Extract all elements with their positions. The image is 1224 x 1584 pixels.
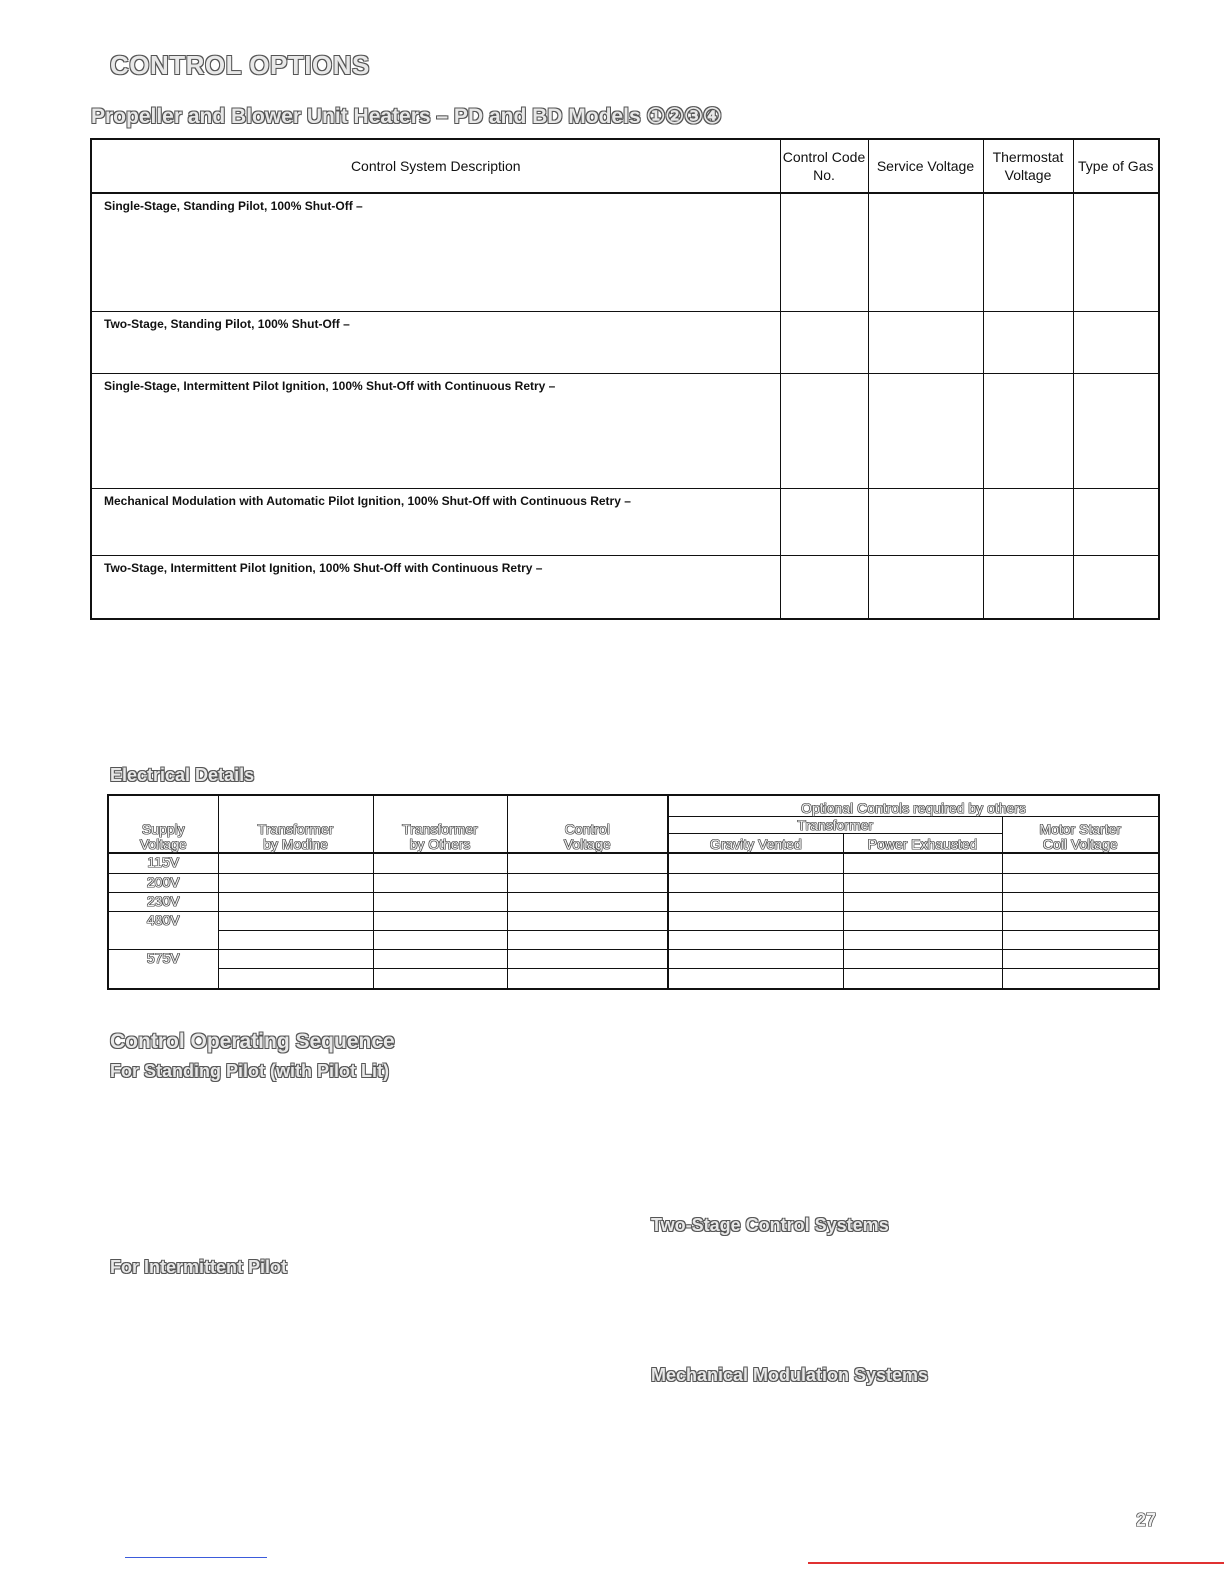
voltage-cell: 575V [108,949,218,989]
row-description: Mechanical Modulation with Automatic Pilot Ignition, 100% Shut-Off with Continuous Retry – [91,488,780,555]
table-row [91,555,1159,619]
gravity-vented-header: Gravity Vented [668,834,843,854]
two-stage-heading: Two-Stage Control Systems [651,1215,889,1235]
optional-controls-header: Optional Controls required by others [668,795,1159,817]
voltage-cell: 480V [108,911,218,949]
page-subtitle: Propeller and Blower Unit Heaters – PD and BD Models ①②③④ [91,105,722,128]
voltage-cell: 200V [108,873,218,892]
row-description: Single-Stage, Intermittent Pilot Ignition, 100% Shut-Off with Continuous Retry – [91,373,780,488]
table-row [91,373,1159,488]
transformer-modine-header: Transformer by Modine [218,795,373,853]
table-row [91,311,1159,373]
intermittent-pilot-heading: For Intermittent Pilot [110,1257,287,1277]
page-title: CONTROL OPTIONS [110,50,370,80]
control-options-table [90,138,1160,620]
voltage-cell: 230V [108,892,218,911]
table-row [108,873,1159,892]
col-header-gas: Type of Gas [1073,139,1159,193]
operating-sequence-heading: Control Operating Sequence [110,1030,395,1053]
table-row [108,911,1159,930]
col-header-service-voltage: Service Voltage [868,139,983,193]
voltage-cell: 115V [108,853,218,873]
table-row [108,949,1159,968]
transformer-header: Transformer [668,817,1002,834]
table-row [91,488,1159,555]
col-header-thermostat-voltage: Thermostat Voltage [983,139,1073,193]
standing-pilot-heading: For Standing Pilot (with Pilot Lit) [110,1061,389,1081]
table-row [108,968,1159,989]
control-voltage-header: Control Voltage [507,795,668,853]
page-number: 27 [1136,1510,1157,1530]
row-description: Single-Stage, Standing Pilot, 100% Shut-Off – [91,193,780,311]
electrical-details-table [107,794,1160,990]
table-row [108,853,1159,873]
electrical-details-heading: Electrical Details [110,765,255,785]
table-row [108,930,1159,949]
col-header-description: Control System Description [91,139,780,193]
motor-starter-header: Motor Starter Coil Voltage [1002,817,1159,854]
table-row [91,193,1159,311]
transformer-others-header: Transformer by Others [373,795,507,853]
power-exhausted-header: Power Exhausted [843,834,1002,854]
col-header-code: Control Code No. [780,139,868,193]
footer-divider [808,1562,1224,1564]
row-description: Two-Stage, Standing Pilot, 100% Shut-Off – [91,311,780,373]
row-description: Two-Stage, Intermittent Pilot Ignition, 100% Shut-Off with Continuous Retry – [91,555,780,619]
mechanical-modulation-heading: Mechanical Modulation Systems [651,1365,929,1385]
footer-link-underline [125,1557,267,1558]
table-row [108,892,1159,911]
supply-voltage-header: Supply Voltage [108,795,218,853]
